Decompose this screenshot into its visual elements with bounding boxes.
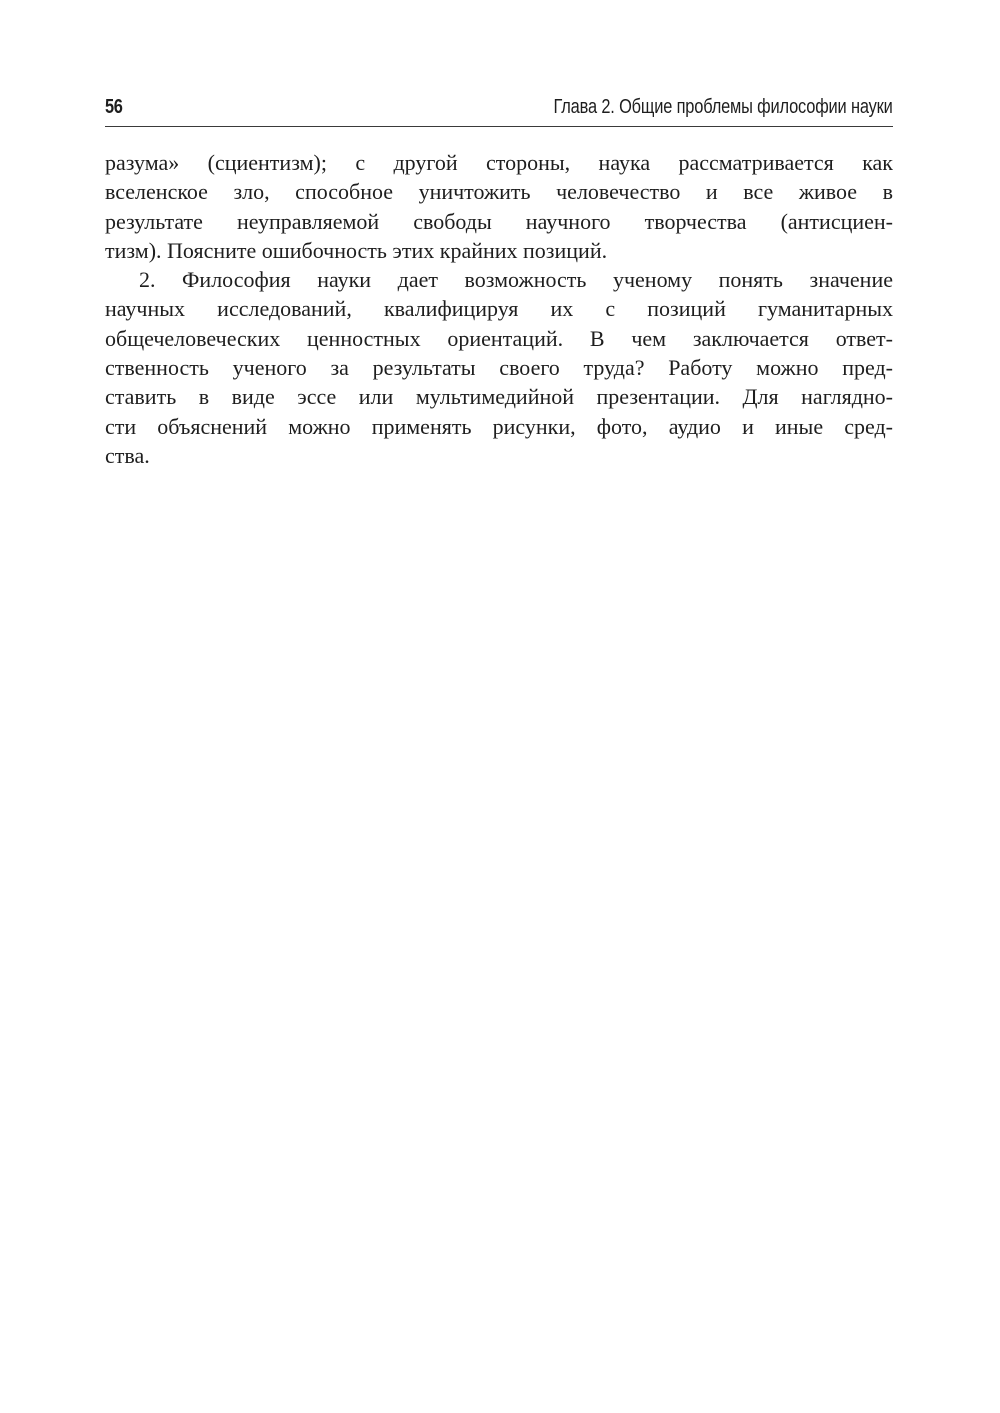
running-title: Глава 2. Общие проблемы философии науки	[553, 96, 893, 118]
page-header	[105, 92, 893, 127]
text-line: сти объяснений можно применять рисунки, фото, аудио и иные сред-	[105, 413, 893, 439]
text-line: ства.	[105, 442, 150, 468]
page-number: 56	[105, 96, 123, 118]
text-line: общечеловеческих ценностных ориентаций. В чем заключается ответ-	[105, 325, 893, 351]
text-line: разума» (сциентизм); с другой стороны, наука рассматривается как	[105, 150, 893, 175]
text-line: ственность ученого за результаты своего труда? Работу можно пред-	[105, 355, 893, 381]
paragraph-2	[105, 265, 893, 470]
paragraph-1	[105, 148, 893, 265]
text-line: научных исследований, квалифицируя их с позиций гуманитарных	[105, 296, 893, 322]
text-line: вселенское зло, способное уничтожить человечество и все живое в	[105, 179, 893, 205]
text-line: 2. Философия науки дает возможность ученому понять значение	[139, 267, 893, 293]
body-text	[105, 148, 893, 470]
text-line: ставить в виде эссе или мультимедийной презентации. Для наглядно-	[105, 384, 893, 410]
text-line: тизм). Поясните ошибочность этих крайних позиций.	[105, 237, 608, 263]
text-line: результате неуправляемой свободы научного творчества (антисциен-	[105, 208, 893, 234]
